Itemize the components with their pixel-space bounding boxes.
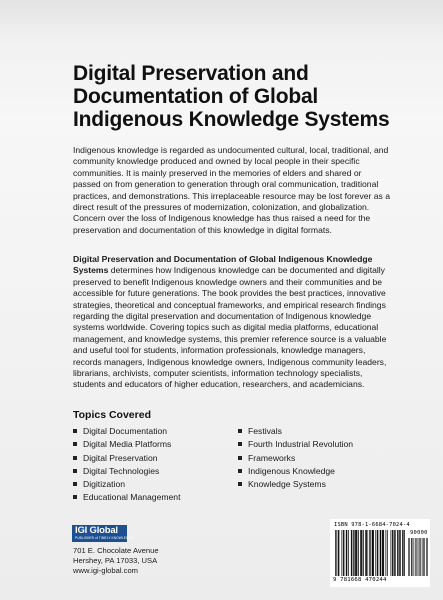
barcode-bar [355, 530, 356, 576]
publisher-logo [72, 525, 134, 542]
topic-item: Educational Management [73, 491, 180, 504]
barcode-bar [375, 530, 376, 576]
barcode-bar [372, 530, 373, 576]
barcode-bar [361, 530, 362, 576]
isbn-number: ISBN 978-1-6684-7024-4 [334, 522, 410, 528]
barcode-bar [352, 530, 353, 576]
barcode-bar [400, 530, 401, 576]
publisher-address [73, 546, 159, 577]
barcode-bar [346, 530, 347, 576]
barcode-bar [395, 530, 396, 576]
description-book-title: Digital Preservation and Documentation of Global Indigenous Knowledge Systems [73, 254, 373, 276]
isbn-barcode-block [330, 519, 430, 587]
title-line-2: Documentation of Global [73, 85, 319, 108]
topic-item: Fourth Industrial Revolution [238, 438, 353, 451]
barcode-bar [341, 530, 342, 576]
barcode-bar [397, 530, 398, 576]
barcode-bar [357, 530, 358, 576]
barcode-bar [393, 530, 394, 576]
title-line-1: Digital Preservation and [73, 62, 309, 85]
barcode-bar [353, 530, 354, 576]
barcode-bar [347, 530, 348, 576]
topic-item: Digital Preservation [73, 452, 180, 465]
barcode-bar [383, 530, 384, 576]
barcode-bar [351, 530, 352, 576]
title-line-3: Indigenous Knowledge Systems [73, 108, 390, 131]
barcode-bar [338, 530, 339, 576]
barcode-bar [382, 530, 383, 576]
address-city: Hershey, PA 17033, USA [73, 556, 158, 566]
barcode-digits: 9 781668 470244 [333, 577, 387, 583]
barcode-bar [365, 530, 366, 576]
barcode-bar [404, 530, 405, 576]
publisher-logo-text: IGI Global [75, 525, 118, 536]
description-body: determines how Indigenous knowledge can be documented and digitally preserved to benefit Indigenous knowledge owners and their communities and be accessible for future generations. The book provides the best practices, innovative strategies, theoretical and conceptual frameworks, and empirical research findings regarding the digital preservation and documentation of Indigenous knowledge systems worldwide. Covering topics such as digital media platforms, educational management, and knowledge systems, this premier reference source is a valuable and useful tool for students, information professionals, knowledge managers, records managers, Indigenous knowledge owners, Indigenous community leaders, librarians, archivists, computer scientists, information technology specialists, students and educators of higher education, researchers, and academicians. [73, 265, 387, 390]
barcode-bar [369, 530, 370, 576]
topic-item: Frameworks [238, 452, 353, 465]
topic-item: Digital Technologies [73, 465, 180, 478]
topic-item: Digitization [73, 478, 180, 491]
barcode-bar [377, 530, 378, 576]
topic-item: Knowledge Systems [238, 478, 353, 491]
barcode-bar [402, 530, 403, 576]
barcode-bar [403, 530, 404, 576]
barcode-bar [380, 530, 381, 576]
address-website: www.igi-global.com [73, 566, 138, 576]
topic-item: Indigenous Knowledge [238, 465, 353, 478]
price-code: 90000 [410, 530, 428, 536]
topics-heading: Topics Covered [73, 409, 151, 421]
ean13-barcode [335, 530, 405, 576]
barcode-bar [356, 530, 357, 576]
topic-item: Festivals [238, 425, 353, 438]
barcode-bar [387, 530, 388, 576]
barcode-bar [367, 530, 368, 576]
barcode-bar [344, 530, 345, 576]
barcode-bar [394, 530, 395, 576]
topic-item: Digital Media Platforms [73, 438, 180, 451]
address-street: 701 E. Chocolate Avenue [73, 546, 159, 555]
barcode-bar [336, 530, 337, 576]
barcode-bar [360, 530, 361, 576]
barcode-bar [373, 530, 374, 576]
price-barcode [408, 538, 428, 584]
barcode-bar [335, 530, 336, 576]
barcode-bar [392, 530, 393, 576]
barcode-bar [373, 530, 374, 576]
barcode-bar [383, 530, 384, 576]
barcode-bar [339, 530, 340, 576]
barcode-bar [366, 530, 367, 576]
barcode-bar [378, 530, 379, 576]
publisher-logo-tagline: PUBLISHER of TIMELY KNOWLEDGE [75, 536, 134, 540]
description-paragraph [73, 254, 391, 391]
topics-list-left [73, 425, 180, 505]
barcode-bar [380, 530, 381, 576]
barcode-bar [362, 530, 363, 576]
barcode-bar [343, 530, 344, 576]
topics-list-right [238, 425, 353, 491]
book-title [73, 62, 403, 131]
barcode-bar [370, 530, 371, 576]
barcode-bar [399, 530, 400, 576]
barcode-bar [386, 530, 387, 576]
topic-item: Digital Documentation [73, 425, 180, 438]
barcode-bar [398, 530, 399, 576]
barcode-bar [348, 530, 349, 576]
intro-paragraph: Indigenous knowledge is regarded as undocumented cultural, local, traditional, and community knowledge produced and owned by local people in their specific communities. It is mainly preserved in the memories of elders and shared or passed on from generation to generation through oral communication, traditional practices, and demonstrations. This irreplaceable resource may be lost forever as a direct result of the pressures of modernization, colonization, and globalization. Concern over the loss of Indigenous knowledge has thus raised a need for the preservation and documentation of this knowledge in digital formats. [73, 145, 391, 235]
barcode-bar [358, 530, 359, 576]
barcode-bar [363, 530, 364, 576]
barcode-bar [391, 530, 392, 576]
barcode-bar [354, 530, 355, 576]
